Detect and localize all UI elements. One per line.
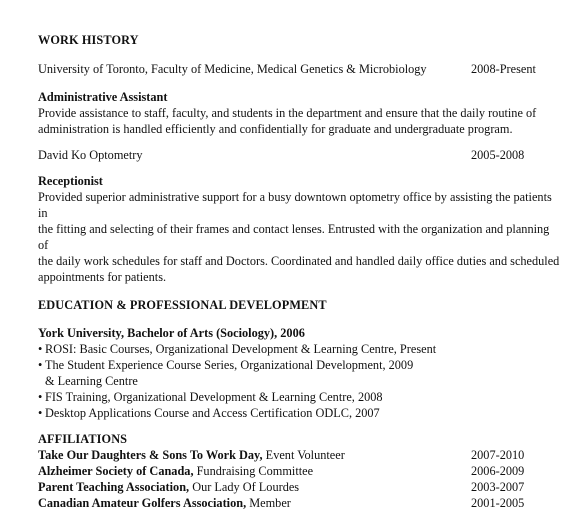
affiliation-dates: 2006-2009	[471, 464, 525, 478]
list-item-continuation	[38, 373, 561, 389]
affiliation-role: Member	[246, 496, 291, 510]
job-employer: University of Toronto, Faculty of Medicine, Medical Genetics & Microbiology	[38, 62, 427, 76]
job-description	[38, 189, 561, 285]
course-text: Desktop Applications Course and Access Certification ODLC, 2007	[45, 406, 380, 420]
job-description-line: administration is handled efficiently and confidentially for graduate and undergraduate program.	[38, 122, 513, 136]
affiliation-org: Parent Teaching Association,	[38, 480, 190, 494]
affiliation-org: Alzheimer Society of Canada,	[38, 464, 194, 478]
affiliation-org: Take Our Daughters & Sons To Work Day,	[38, 448, 263, 462]
list-item	[38, 389, 561, 405]
job-description-line: Provide assistance to staff, faculty, and students in the department and ensure that the daily routine of	[38, 106, 537, 120]
bullet-icon: •	[38, 358, 43, 372]
job-employer-row	[38, 147, 561, 163]
affiliation-role: Fundraising Committee	[193, 464, 314, 478]
degree: York University, Bachelor of Arts (Sociology), 2006	[38, 326, 305, 340]
job-dates: 2005-2008	[471, 148, 525, 162]
affiliation-entry	[38, 479, 299, 495]
list-item	[38, 479, 561, 495]
job-title: Receptionist	[38, 174, 103, 188]
list-item	[38, 357, 561, 373]
course-text-continued: & Learning Centre	[45, 374, 138, 388]
course-text: ROSI: Basic Courses, Organizational Development & Learning Centre, Present	[45, 342, 437, 356]
list-item	[38, 495, 561, 511]
course-text: The Student Experience Course Series, Organizational Development, 2009	[45, 358, 414, 372]
affiliation-dates: 2003-2007	[471, 480, 525, 494]
affiliation-org: Canadian Amateur Golfers Association,	[38, 496, 247, 510]
job-description-line: the fitting and selecting of their frames and contact lenses. Entrusted with the organization and planning of	[38, 222, 550, 252]
affiliation-list	[38, 447, 561, 511]
affiliation-role: Our Lady Of Lourdes	[189, 480, 300, 494]
job-title: Administrative Assistant	[38, 90, 168, 104]
job-dates: 2008-Present	[471, 62, 536, 76]
job-description-line: Provided superior administrative support for a busy downtown optometry office by assisting the patients in	[38, 190, 552, 220]
list-item	[38, 405, 561, 421]
work-history-heading: WORK HISTORY	[38, 33, 139, 47]
education-heading: EDUCATION & PROFESSIONAL DEVELOPMENT	[38, 298, 327, 312]
bullet-icon: •	[38, 406, 43, 420]
job-description	[38, 105, 561, 137]
affiliation-role: Event Volunteer	[262, 448, 345, 462]
job-employer-row	[38, 61, 561, 77]
list-item	[38, 341, 561, 357]
course-text: FIS Training, Organizational Development & Learning Centre, 2008	[45, 390, 383, 404]
list-item	[38, 463, 561, 479]
affiliation-dates: 2001-2005	[471, 496, 525, 510]
affiliation-entry	[38, 495, 291, 511]
affiliation-entry	[38, 463, 313, 479]
affiliations-heading: AFFILIATIONS	[38, 432, 128, 446]
job-description-line: the daily work schedules for staff and Doctors. Coordinated and handled daily office duties and scheduled	[38, 254, 560, 268]
job-employer: David Ko Optometry	[38, 148, 143, 162]
affiliation-entry	[38, 447, 345, 463]
affiliation-dates: 2007-2010	[471, 448, 525, 462]
list-item	[38, 447, 561, 463]
course-list	[38, 341, 561, 421]
job-description-line: appointments for patients.	[38, 270, 167, 284]
bullet-icon: •	[38, 390, 43, 404]
bullet-icon: •	[38, 342, 43, 356]
